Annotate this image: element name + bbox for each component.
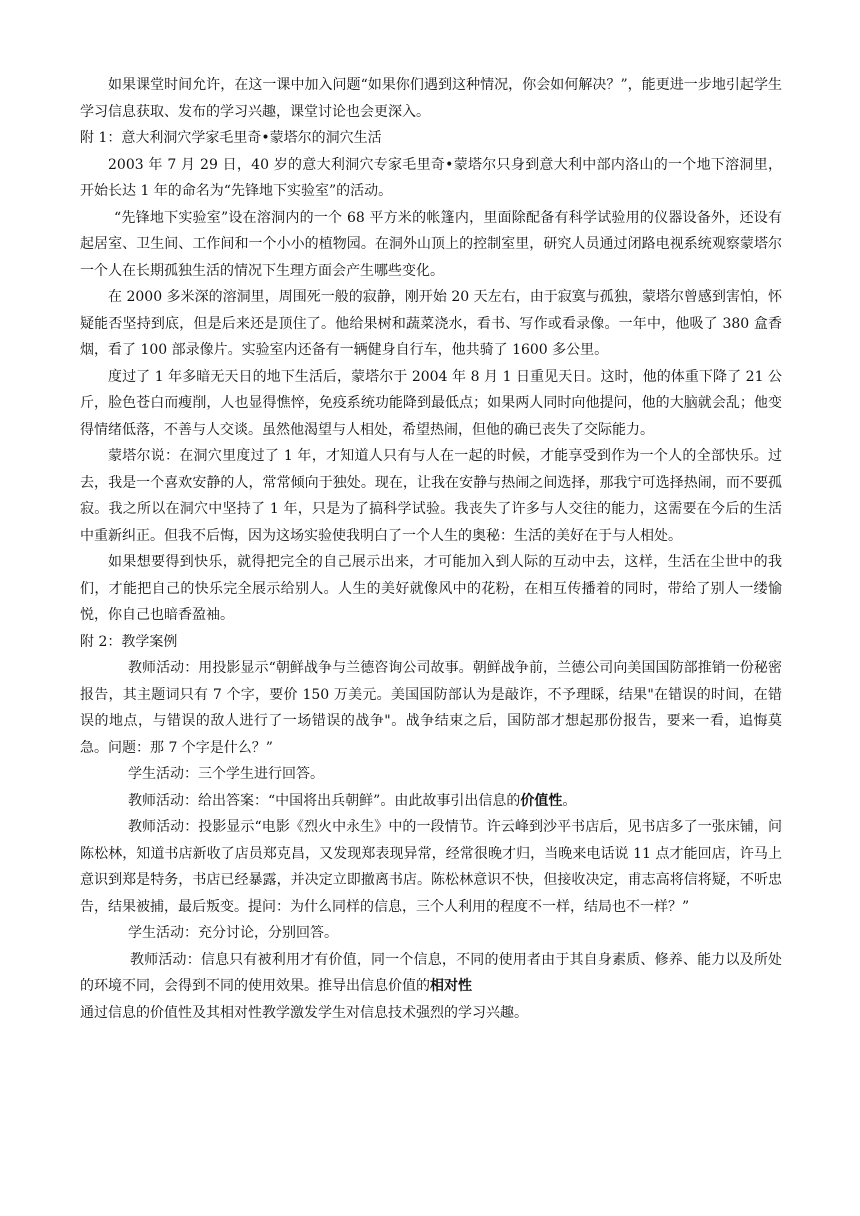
appendix-2-heading: 附 2：教学案例	[80, 633, 178, 650]
case-teacher-activity-2	[80, 788, 782, 815]
case-student-activity-2: 学生活动：充分讨论，分别回答。	[128, 925, 338, 941]
case-teacher-activity-3: 教师活动：投影显示“电影《烈火中永生》中的一段情节。许云峰到沙平书店后，见书店多了一张床铺，问陈松林，知道书店新收了店员郑克昌，又发现郑表现异常，经常很晚才归，当晚来电话说 11 点才能回店，许马上意识到郑是特务，书店已经暴露，并决定立即撤离书店。陈松林意识不快，但接收决定，甫志高将信将疑，不听忠告，结果被捕，最后叛变。提问：为什么同样的信息，三个人利用的程度不一样，结局也不一样？”	[80, 819, 782, 915]
appendix-1-heading: 附 1：意大利洞穴学家毛里奇•蒙塔尔的洞穴生活	[80, 130, 382, 146]
intro-paragraph: 如果课堂时间允许，在这一课中加入问题“如果你们遇到这种情况，你会如何解决？”，能更进一步地引起学生学习信息获取、发布的学习兴趣，课堂讨论也会更深入。	[80, 77, 782, 120]
appendix-1-paragraph-5: 蒙塔尔说：在洞穴里度过了 1 年，才知道人只有与人在一起的时候，才能享受到作为一个人的全部快乐。过去，我是一个喜欢安静的人，常常倾向于独处。现在，让我在安静与热闹之间选择，那我宁可选择热闹，而不要孤寂。我之所以在洞穴中坚持了 1 年，只是为了搞科学试验。我丧失了许多与人交往的能力，这需要在今后的生活中重新纠正。但我不后悔，因为这场实验使我明白了一个人生的奥秘：生活的美好在于与人相处。	[80, 448, 782, 544]
closing-sentence: 通过信息的价值性及其相对性教学激发学生对信息技术强烈的学习兴趣。	[80, 1004, 528, 1021]
appendix-1-paragraph-1: 2003 年 7 月 29 日，40 岁的意大利洞穴专家毛里奇•蒙塔尔只身到意大利中部内洛山的一个地下溶洞里，开始长达 1 年的命名为“先锋地下实验室”的活动。	[80, 156, 782, 199]
appendix-1-paragraph-2: “先锋地下实验室”设在溶洞内的一个 68 平方米的帐篷内，里面除配备有科学试验用的仪器设备外，还设有起居室、卫生间、工作间和一个小小的植物园。在洞外山顶上的控制室里，研究人员通过闭路电视系统观察蒙塔尔一个人在长期孤独生活的情况下生理方面会产生哪些变化。	[80, 209, 782, 279]
case-teacher-activity-1: 教师活动：用投影显示“朝鲜战争与兰德咨询公司故事。朝鲜战争前，兰德公司向美国国防部推销一份秘密报告，其主题词只有 7 个字，要价 150 万美元。美国国防部认为是敲诈，不予理睬，结果"在错误的时间，在错误的地点，与错误的敌人进行了一场错误的战争"。战争结束之后，国防部才想起那份报告，要来一看，追悔莫急。问题：那 7 个字是什么？”	[80, 660, 782, 756]
case-student-activity-1: 学生活动：三个学生进行回答。	[128, 766, 324, 782]
relativity-keyword: 相对性	[430, 978, 472, 994]
appendix-1-paragraph-4: 度过了 1 年多暗无天日的地下生活后，蒙塔尔于 2004 年 8 月 1 日重见天日。这时，他的体重下降了 21 公斤，脸色苍白而瘦削，人也显得憔悴，免疫系统功能降到最低点；如果两人同时向他提问，他的大脑就会乱；他变得情绪低落，不善与人交谈。虽然他渴望与人相处，希望热闹，但他的确已丧失了交际能力。	[80, 368, 782, 438]
case-summary-text: 教师活动：信息只有被利用才有价值，同一个信息，不同的使用者由于其自身素质、修养、能力以及所处的环境不同，会得到不同的使用效果。推导出信息价值的	[80, 951, 782, 994]
appendix-1-paragraph-6: 如果想要得到快乐，就得把完全的自己展示出来，才可能加入到人际的互动中去，这样，生活在尘世中的我们，才能把自己的快乐完全展示给别人。人生的美好就像风中的花粉，在相互传播着的同时，带给了别人一缕愉悦，你自己也暗香盈袖。	[80, 554, 782, 623]
case-teacher-activity-4	[80, 947, 782, 1000]
case-answer-text: 教师活动：给出答案：“中国将出兵朝鲜”。由此故事引出信息的	[128, 792, 521, 809]
value-keyword: 价值性	[520, 792, 563, 809]
appendix-1-paragraph-3: 在 2000 多米深的溶洞里，周围死一般的寂静，刚开始 20 天左右，由于寂寞与孤独，蒙塔尔曾感到害怕，怀疑能否坚持到底，但是后来还是顶住了。他给果树和蔬菜浇水，看书、写作或看录像。一年中，他吸了 380 盒香烟，看了 100 部录像片。实验室内还备有一辆健身自行车，他共骑了 1600 多公里。	[80, 289, 782, 358]
case-answer-end: 。	[562, 792, 577, 809]
